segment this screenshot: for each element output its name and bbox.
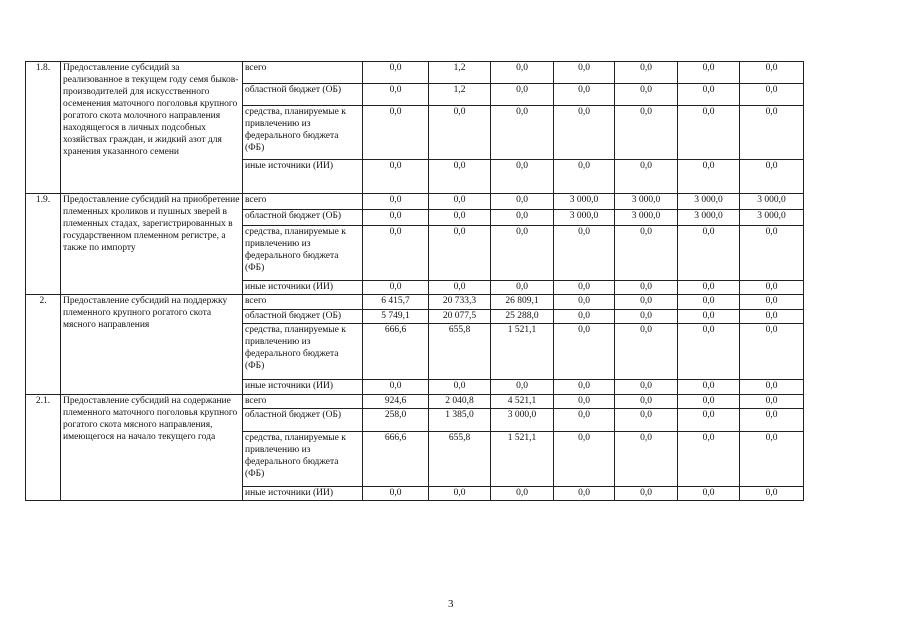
value-cell: 0,0 <box>429 380 491 395</box>
value-cell: 0,0 <box>429 194 491 210</box>
page-number: 3 <box>448 598 454 610</box>
value-cell: 0,0 <box>363 281 429 295</box>
value-cell: 0,0 <box>678 487 740 501</box>
value-cell: 0,0 <box>678 310 740 324</box>
value-cell: 0,0 <box>363 84 429 106</box>
value-cell: 0,0 <box>678 432 740 487</box>
table-row <box>26 62 882 84</box>
value-cell: 6 415,7 <box>363 295 429 310</box>
table-row <box>26 395 882 409</box>
value-cell: 0,0 <box>615 432 678 487</box>
value-cell: 0,0 <box>615 409 678 432</box>
value-cell: 0,0 <box>491 226 554 281</box>
value-cell: 0,0 <box>615 295 678 310</box>
value-cell: 0,0 <box>429 160 491 194</box>
value-cell: 0,0 <box>678 281 740 295</box>
value-cell: 0,0 <box>740 380 804 395</box>
funding-source: всего <box>243 295 363 310</box>
value-cell: 4 521,1 <box>491 395 554 409</box>
value-cell: 0,0 <box>740 409 804 432</box>
value-cell: 924,6 <box>363 395 429 409</box>
value-cell: 0,0 <box>363 487 429 501</box>
funding-source: всего <box>243 395 363 409</box>
funding-source: областной бюджет (ОБ) <box>243 84 363 106</box>
value-cell: 0,0 <box>554 160 615 194</box>
row-index: 2. <box>26 295 61 395</box>
value-cell: 0,0 <box>491 160 554 194</box>
funding-source: иные источники (ИИ) <box>243 160 363 194</box>
row-index: 2.1. <box>26 395 61 501</box>
value-cell: 0,0 <box>615 62 678 84</box>
value-cell: 1 521,1 <box>491 432 554 487</box>
budget-table <box>25 61 882 501</box>
value-cell: 0,0 <box>740 295 804 310</box>
value-cell: 0,0 <box>491 84 554 106</box>
value-cell: 0,0 <box>740 324 804 380</box>
value-cell: 0,0 <box>615 226 678 281</box>
value-cell: 0,0 <box>678 62 740 84</box>
value-cell: 0,0 <box>740 160 804 194</box>
funding-source: средства, планируемые к привлечению из федерального бюджета (ФБ) <box>243 106 363 160</box>
value-cell: 0,0 <box>491 281 554 295</box>
value-cell: 655,8 <box>429 432 491 487</box>
value-cell: 0,0 <box>363 210 429 226</box>
funding-source: иные источники (ИИ) <box>243 380 363 395</box>
value-cell: 0,0 <box>740 226 804 281</box>
value-cell: 0,0 <box>554 380 615 395</box>
value-cell: 0,0 <box>491 210 554 226</box>
table-row <box>26 295 882 310</box>
funding-source: средства, планируемые к привлечению из федерального бюджета (ФБ) <box>243 432 363 487</box>
value-cell: 0,0 <box>363 160 429 194</box>
funding-source: областной бюджет (ОБ) <box>243 210 363 226</box>
value-cell: 3 000,0 <box>491 409 554 432</box>
value-cell: 0,0 <box>678 409 740 432</box>
value-cell: 0,0 <box>554 324 615 380</box>
value-cell: 0,0 <box>491 106 554 160</box>
value-cell: 0,0 <box>554 226 615 281</box>
value-cell: 0,0 <box>491 380 554 395</box>
value-cell: 0,0 <box>429 281 491 295</box>
value-cell: 0,0 <box>363 62 429 84</box>
funding-source: областной бюджет (ОБ) <box>243 310 363 324</box>
value-cell: 0,0 <box>615 84 678 106</box>
value-cell: 2 040,8 <box>429 395 491 409</box>
value-cell: 0,0 <box>615 106 678 160</box>
value-cell: 0,0 <box>678 324 740 380</box>
value-cell: 3 000,0 <box>678 210 740 226</box>
value-cell: 1 385,0 <box>429 409 491 432</box>
value-cell: 3 000,0 <box>615 194 678 210</box>
funding-source: всего <box>243 62 363 84</box>
value-cell: 1 521,1 <box>491 324 554 380</box>
value-cell: 0,0 <box>740 84 804 106</box>
value-cell: 0,0 <box>678 160 740 194</box>
value-cell: 0,0 <box>740 106 804 160</box>
value-cell: 1,2 <box>429 84 491 106</box>
value-cell: 0,0 <box>615 395 678 409</box>
value-cell: 0,0 <box>740 395 804 409</box>
value-cell: 0,0 <box>678 295 740 310</box>
value-cell: 0,0 <box>740 310 804 324</box>
value-cell: 3 000,0 <box>554 194 615 210</box>
value-cell: 0,0 <box>615 324 678 380</box>
value-cell: 0,0 <box>740 62 804 84</box>
row-description: Предоставление субсидий на содержание племенного маточного поголовья крупного рогатого скота мясного направления, имеющегося на начало текущего года <box>61 395 243 501</box>
value-cell: 0,0 <box>363 106 429 160</box>
value-cell: 0,0 <box>615 160 678 194</box>
value-cell: 3 000,0 <box>554 210 615 226</box>
value-cell: 0,0 <box>615 487 678 501</box>
value-cell: 3 000,0 <box>740 210 804 226</box>
value-cell: 0,0 <box>363 194 429 210</box>
value-cell: 0,0 <box>554 84 615 106</box>
value-cell: 0,0 <box>740 432 804 487</box>
row-description: Предоставление субсидий на поддержку племенного крупного рогатого скота мясного направления <box>61 295 243 395</box>
value-cell: 0,0 <box>554 281 615 295</box>
funding-source: средства, планируемые к привлечению из федерального бюджета (ФБ) <box>243 324 363 380</box>
funding-source: иные источники (ИИ) <box>243 487 363 501</box>
row-index: 1.8. <box>26 62 61 194</box>
value-cell: 0,0 <box>615 380 678 395</box>
value-cell: 0,0 <box>554 310 615 324</box>
value-cell: 0,0 <box>491 194 554 210</box>
value-cell: 0,0 <box>429 487 491 501</box>
value-cell: 258,0 <box>363 409 429 432</box>
value-cell: 0,0 <box>554 409 615 432</box>
value-cell: 0,0 <box>554 295 615 310</box>
value-cell: 3 000,0 <box>678 194 740 210</box>
value-cell: 0,0 <box>678 106 740 160</box>
value-cell: 0,0 <box>740 281 804 295</box>
value-cell: 0,0 <box>554 432 615 487</box>
value-cell: 0,0 <box>740 487 804 501</box>
value-cell: 0,0 <box>554 106 615 160</box>
table-row <box>26 194 882 210</box>
value-cell: 26 809,1 <box>491 295 554 310</box>
funding-source: всего <box>243 194 363 210</box>
value-cell: 0,0 <box>678 380 740 395</box>
value-cell: 0,0 <box>554 487 615 501</box>
value-cell: 20 733,3 <box>429 295 491 310</box>
value-cell: 3 000,0 <box>740 194 804 210</box>
row-index: 1.9. <box>26 194 61 295</box>
value-cell: 0,0 <box>491 487 554 501</box>
value-cell: 0,0 <box>615 310 678 324</box>
row-description: Предоставление субсидий за реализованное в текущем году семя быков-производителей для искусственного осеменения маточного поголовья крупного рогатого скота молочного направления находящегося в личных подсобных хозяйствах граждан, и жидкий азот для хранения указанного семени <box>61 62 243 194</box>
value-cell: 0,0 <box>678 395 740 409</box>
row-description: Предоставление субсидий на приобретение племенных кроликов и пушных зверей в племенных стадах, зарегистрированных в государственном племенном регистре, а также по импорту <box>61 194 243 295</box>
value-cell: 0,0 <box>554 395 615 409</box>
value-cell: 0,0 <box>429 210 491 226</box>
value-cell: 0,0 <box>363 226 429 281</box>
value-cell: 0,0 <box>554 62 615 84</box>
value-cell: 0,0 <box>491 62 554 84</box>
value-cell: 0,0 <box>678 84 740 106</box>
value-cell: 666,6 <box>363 324 429 380</box>
value-cell: 0,0 <box>429 226 491 281</box>
value-cell: 655,8 <box>429 324 491 380</box>
value-cell: 3 000,0 <box>615 210 678 226</box>
funding-source: областной бюджет (ОБ) <box>243 409 363 432</box>
value-cell: 0,0 <box>615 281 678 295</box>
value-cell: 666,6 <box>363 432 429 487</box>
value-cell: 5 749,1 <box>363 310 429 324</box>
funding-source: средства, планируемые к привлечению из федерального бюджета (ФБ) <box>243 226 363 281</box>
value-cell: 20 077,5 <box>429 310 491 324</box>
value-cell: 25 288,0 <box>491 310 554 324</box>
value-cell: 0,0 <box>363 380 429 395</box>
value-cell: 1,2 <box>429 62 491 84</box>
value-cell: 0,0 <box>678 226 740 281</box>
value-cell: 0,0 <box>429 106 491 160</box>
funding-source: иные источники (ИИ) <box>243 281 363 295</box>
